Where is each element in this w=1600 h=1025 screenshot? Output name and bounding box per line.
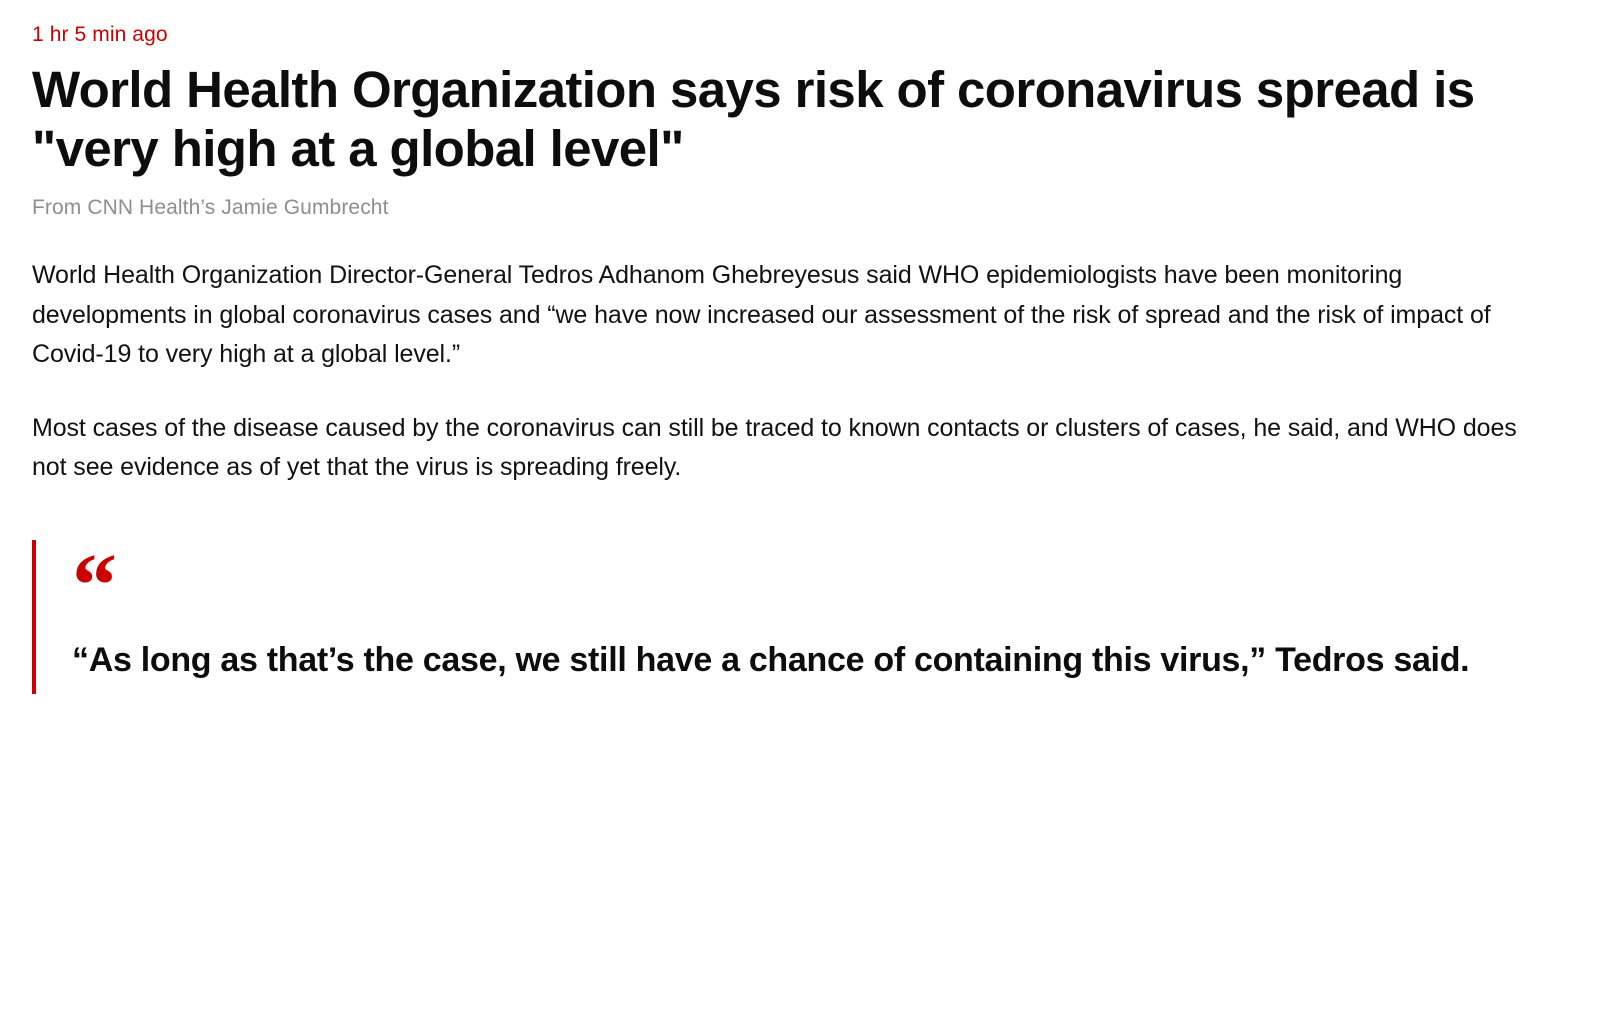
pullquote [32, 535, 1566, 694]
article-timestamp: 1 hr 5 min ago [32, 23, 168, 46]
article-paragraph: World Health Organization Director-General Tedros Adhanom Ghebreyesus said WHO epidemiologists have been monitoring developments in global coronavirus cases and “we have now increased our assessment of the risk of spread and the risk of impact of Covid-19 to very high at a global level.” [32, 261, 1491, 369]
article-body [32, 256, 1566, 488]
quotation-mark-icon: “ [72, 535, 115, 635]
article-byline: From CNN Health’s Jamie Gumbrecht [32, 196, 389, 220]
pullquote-text: “As long as that’s the case, we still have a chance of containing this virus,” Tedros said. [72, 640, 1470, 679]
article-paragraph: Most cases of the disease caused by the coronavirus can still be traced to known contacts or clusters of cases, he said, and WHO does not see evidence as of yet that the virus is spreading freely. [32, 413, 1517, 482]
page-title: World Health Organization says risk of coronavirus spread is "very high at a global level" [32, 61, 1475, 177]
